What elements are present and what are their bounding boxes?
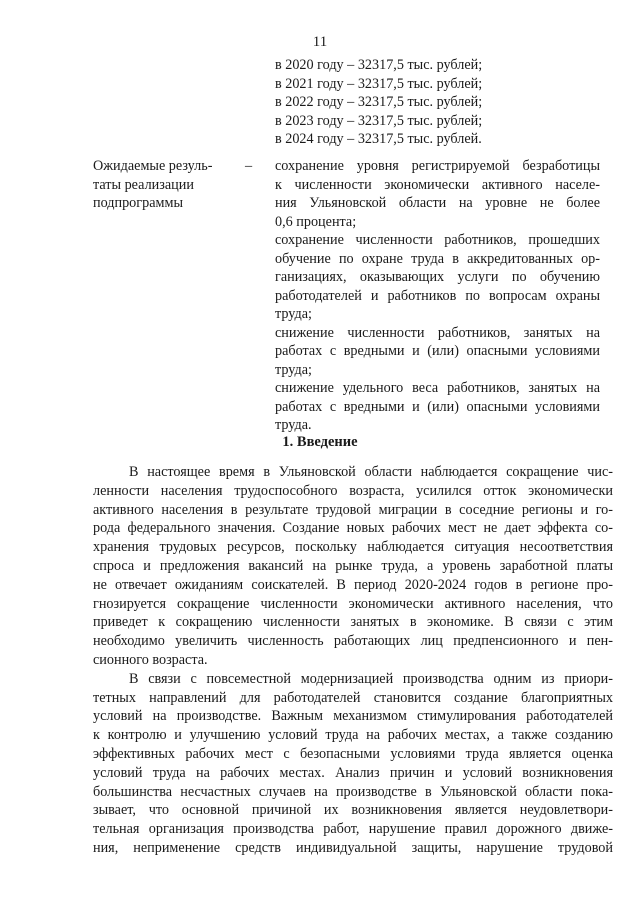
results-line: труда. bbox=[275, 417, 312, 433]
expected-results-text bbox=[275, 157, 600, 435]
section-heading: 1. Введение bbox=[282, 434, 358, 450]
expected-results-label bbox=[93, 157, 243, 213]
budget-line-2023: в 2023 году – 32317,5 тыс. рублей; bbox=[275, 112, 483, 129]
introduction-body bbox=[93, 463, 613, 858]
paragraph-2-line: условий на производстве. Важным механизмом стимулирования работодателей bbox=[93, 708, 613, 725]
paragraph-1-line: В настоящее время в Ульяновской области наблюдается сокращение чис- bbox=[129, 464, 613, 480]
paragraph-1-line: гнозируется сокращение численности экономически активного населения, что bbox=[93, 595, 613, 612]
paragraph-2-line: зывает, что основной причиной их возникновения является неудовлетвори- bbox=[93, 802, 613, 819]
label-line: таты реализации bbox=[93, 176, 194, 193]
label-line: Ожидаемые резуль- bbox=[93, 158, 213, 174]
paragraph-1-line: приведет к сокращению численности занятых в экономике. В связи с этим bbox=[93, 614, 613, 631]
results-line: к численности экономически активного населе- bbox=[275, 176, 600, 193]
paragraph-1-line: необходимо увеличить численность работающих лиц предпенсионного и пен- bbox=[93, 633, 613, 650]
budget-breakdown bbox=[275, 56, 615, 149]
paragraph-1-line: сионного возраста. bbox=[93, 651, 208, 668]
results-line: труда; bbox=[275, 306, 312, 322]
paragraph-2-line: к контролю и улучшению условий труда на рабочих местах, а также созданию bbox=[93, 727, 613, 744]
paragraph-1-line: спроса и предложения вакансий на рынке труда, а уровень заработной платы bbox=[93, 557, 613, 574]
paragraph-2-line: тельная организация производства работ, нарушение правил дорожного движе- bbox=[93, 821, 613, 838]
paragraph-1-line: хранения трудовых ресурсов, поскольку наблюдается ситуация несоответствия bbox=[93, 539, 613, 556]
paragraph-2-line: тетных направлений для работодателей становится создание благоприятных bbox=[93, 689, 613, 706]
results-line: ганизациях, оказывающих услуги по обучению bbox=[275, 269, 600, 285]
results-line: работах с вредными и (или) опасными условиями bbox=[275, 398, 600, 415]
budget-line-2020: в 2020 году – 32317,5 тыс. рублей; bbox=[275, 57, 483, 73]
paragraph-1-line: рода федерального значения. Создание новых рабочих мест не дает эффекта со- bbox=[93, 520, 613, 537]
budget-line-2024: в 2024 году – 32317,5 тыс. рублей. bbox=[275, 131, 482, 147]
results-line: работодателей и работников по вопросам охраны bbox=[275, 287, 600, 304]
paragraph-2-line: большинства несчастных случаев на производстве в Ульяновской области пока- bbox=[93, 783, 613, 800]
results-line: сохранение численности работников, прошедших bbox=[275, 232, 600, 248]
budget-line-2021: в 2021 году – 32317,5 тыс. рублей; bbox=[275, 75, 483, 92]
results-line: труда; bbox=[275, 361, 312, 378]
results-line: ния Ульяновской области на уровне не более bbox=[275, 195, 600, 211]
label-line: подпрограммы bbox=[93, 195, 183, 211]
row-dash: – bbox=[245, 158, 253, 174]
budget-line-2022: в 2022 году – 32317,5 тыс. рублей; bbox=[275, 94, 483, 110]
results-line: обучение по охране труда в аккредитованных ор- bbox=[275, 250, 600, 267]
results-line: 0,6 процента; bbox=[275, 213, 357, 230]
page-number: 11 bbox=[312, 34, 328, 50]
results-line: снижение удельного веса работников, занятых на bbox=[275, 380, 600, 396]
results-line: снижение численности работников, занятых на bbox=[275, 324, 600, 341]
paragraph-2-line: условий труда на рабочих местах. Анализ причин и условий возникновения bbox=[93, 764, 613, 781]
paragraph-1-line: ленности населения трудоспособного возраста, усилился отток экономически bbox=[93, 482, 613, 499]
paragraph-2-line: эффективных рабочих мест с безопасными условиями труда является оценка bbox=[93, 745, 613, 762]
results-line: работах с вредными и (или) опасными условиями bbox=[275, 343, 600, 359]
paragraph-2-line: ния, неприменение средств индивидуальной защиты, нарушение трудовой bbox=[93, 839, 613, 856]
paragraph-2-line: В связи с повсеместной модернизацией производства одним из приори- bbox=[129, 670, 613, 687]
results-line: сохранение уровня регистрируемой безработицы bbox=[275, 158, 600, 174]
paragraph-1-line: активного населения в результате трудовой миграции в соседние регионы и го- bbox=[93, 501, 613, 518]
paragraph-1-line: не отвечает ожиданиям соискателей. В период 2020-2024 годов в регионе про- bbox=[93, 576, 613, 593]
